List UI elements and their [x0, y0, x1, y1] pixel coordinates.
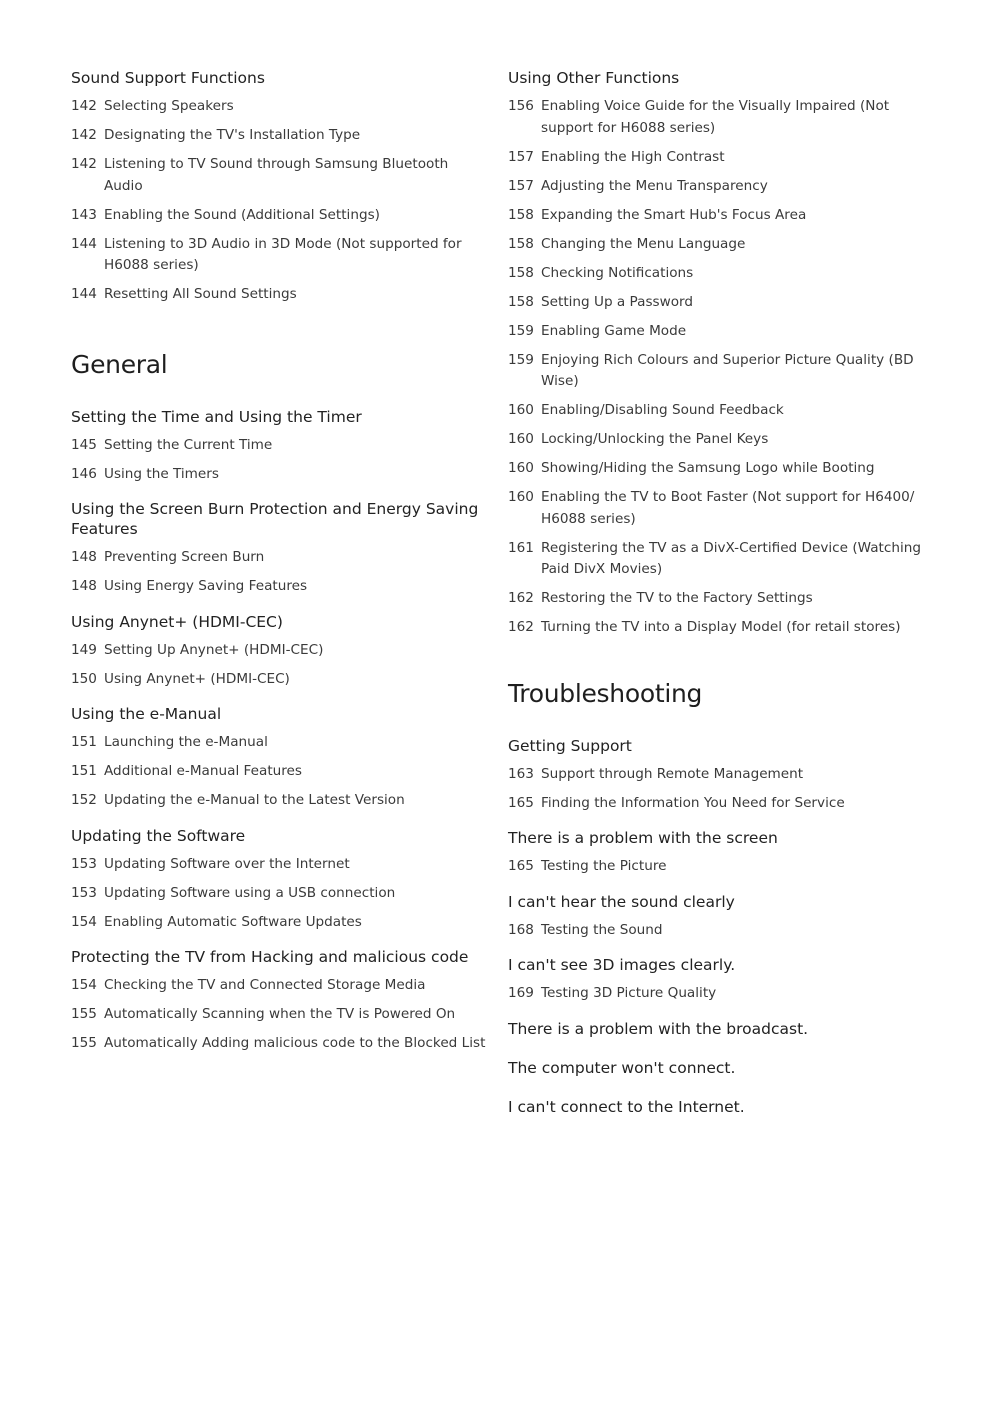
- toc-entry[interactable]: [508, 588, 926, 610]
- toc-section: [71, 407, 489, 486]
- left-pre-sections: [71, 68, 489, 306]
- page-number: 160: [508, 460, 534, 476]
- entry-title: Launching the e-Manual: [104, 734, 268, 750]
- entry-title: Updating Software using a USB connection: [104, 884, 396, 901]
- section-heading[interactable]: I can't see 3D images clearly.: [508, 956, 736, 974]
- entry-title: Listening to TV Sound through Samsung Bluetooth Audio: [104, 156, 449, 194]
- toc-entry[interactable]: [508, 764, 926, 786]
- entry-title: Resetting All Sound Settings: [104, 286, 297, 302]
- toc-entry[interactable]: [508, 400, 926, 422]
- toc-entry[interactable]: [71, 854, 489, 876]
- toc-entry[interactable]: [508, 617, 926, 639]
- entry-title: Enabling the TV to Boot Faster (Not support for H6400/ H6088 series): [541, 489, 915, 527]
- toc-entry[interactable]: [508, 920, 926, 942]
- entry-title: Enabling Game Mode: [541, 322, 687, 339]
- section-heading[interactable]: Using Other Functions: [508, 69, 680, 87]
- toc-section: [71, 826, 489, 934]
- toc-entry[interactable]: [508, 350, 926, 393]
- toc-entry[interactable]: [71, 547, 489, 569]
- section-heading[interactable]: Using the Screen Burn Protection and Energy Saving Features: [71, 500, 479, 538]
- entry-title: Checking the TV and Connected Storage Media: [104, 977, 426, 993]
- section-heading[interactable]: Using Anynet+ (HDMI-CEC): [71, 612, 283, 631]
- page-number: 162: [508, 619, 534, 635]
- toc-entry[interactable]: [71, 435, 489, 457]
- toc-section: [71, 612, 489, 691]
- toc-entry[interactable]: [508, 205, 926, 227]
- toc-entry[interactable]: [508, 487, 926, 530]
- page-number: 163: [508, 765, 534, 782]
- chapter-title-troubleshooting: Troubleshooting: [508, 678, 703, 708]
- page-number: 158: [508, 206, 534, 223]
- left-column: [71, 68, 489, 1069]
- section-heading[interactable]: Updating the Software: [71, 826, 246, 845]
- toc-entry[interactable]: [71, 154, 489, 197]
- entry-title: Enabling Voice Guide for the Visually Impaired (Not support for H6088 series): [541, 98, 890, 136]
- toc-section: [71, 704, 489, 812]
- right-lone-sections: [508, 1019, 926, 1117]
- toc-section: [71, 499, 489, 598]
- page-number: 158: [508, 235, 534, 252]
- page-number: 161: [508, 539, 534, 556]
- toc-entry[interactable]: [71, 912, 489, 934]
- section-heading[interactable]: I can't connect to the Internet.: [508, 1097, 745, 1116]
- toc-entry[interactable]: [71, 96, 489, 118]
- page-number: 154: [71, 977, 97, 993]
- toc-entry[interactable]: [71, 761, 489, 783]
- page-number: 159: [508, 351, 534, 368]
- entry-title: Turning the TV into a Display Model (for retail stores): [541, 619, 901, 635]
- toc-entry[interactable]: [508, 321, 926, 343]
- entry-title: Testing the Picture: [541, 858, 667, 874]
- page-number: 155: [71, 1035, 97, 1051]
- toc-entry[interactable]: [71, 1004, 489, 1026]
- toc-section: [508, 828, 926, 878]
- section-heading[interactable]: There is a problem with the broadcast.: [508, 1019, 809, 1038]
- page-number: 169: [508, 985, 534, 1001]
- entry-title: Registering the TV as a DivX-Certified Device (Watching Paid DivX Movies): [541, 539, 921, 577]
- entry-title: Testing the Sound: [541, 921, 663, 938]
- section-heading[interactable]: There is a problem with the screen: [508, 829, 778, 847]
- page-number: 160: [508, 489, 534, 505]
- toc-entry[interactable]: [508, 176, 926, 198]
- section-heading[interactable]: Getting Support: [508, 736, 632, 755]
- toc-entry[interactable]: [508, 983, 926, 1005]
- toc-entry[interactable]: [71, 669, 489, 691]
- page-number: 153: [71, 884, 97, 901]
- toc-entry[interactable]: [71, 975, 489, 997]
- page-number: 151: [71, 763, 97, 779]
- entry-title: Testing 3D Picture Quality: [541, 985, 717, 1001]
- entry-title: Enabling/Disabling Sound Feedback: [541, 402, 784, 418]
- entry-title: Enabling Automatic Software Updates: [104, 913, 362, 930]
- entry-title: Changing the Menu Language: [541, 235, 746, 252]
- page-number: 160: [508, 402, 534, 418]
- right-column: [508, 68, 926, 1136]
- page-number: 150: [71, 670, 97, 687]
- entry-title: Using Anynet+ (HDMI-CEC): [104, 670, 290, 687]
- entry-title: Listening to 3D Audio in 3D Mode (Not supported for H6088 series): [104, 235, 462, 273]
- toc-entry[interactable]: [71, 640, 489, 662]
- toc-entry[interactable]: [71, 205, 489, 227]
- page-number: 157: [508, 177, 534, 194]
- entry-title: Finding the Information You Need for Service: [541, 794, 845, 811]
- page-number: 165: [508, 858, 534, 874]
- entry-title: Preventing Screen Burn: [104, 549, 265, 565]
- entry-title: Using Energy Saving Features: [104, 578, 308, 594]
- entry-title: Automatically Scanning when the TV is Powered On: [104, 1006, 456, 1022]
- section-heading[interactable]: Sound Support Functions: [71, 69, 265, 87]
- toc-entry[interactable]: [508, 147, 926, 169]
- section-heading[interactable]: I can't hear the sound clearly: [508, 892, 735, 911]
- toc-section: [508, 892, 926, 942]
- toc-entry[interactable]: [71, 790, 489, 812]
- entry-title: Enabling the Sound (Additional Settings): [104, 206, 380, 223]
- section-heading[interactable]: Setting the Time and Using the Timer: [71, 407, 362, 426]
- toc-entry[interactable]: [508, 429, 926, 451]
- toc-entry[interactable]: [508, 234, 926, 256]
- toc-section: [508, 68, 926, 639]
- entry-title: Showing/Hiding the Samsung Logo while Booting: [541, 460, 875, 476]
- page-number: 158: [508, 293, 534, 310]
- toc-entry[interactable]: [71, 234, 489, 277]
- entry-title: Setting Up a Password: [541, 293, 694, 310]
- toc-entry[interactable]: [71, 732, 489, 754]
- toc-entry[interactable]: [508, 856, 926, 878]
- left-sections: [71, 407, 489, 1055]
- page-number: 156: [508, 98, 534, 114]
- page-number: 144: [71, 286, 97, 302]
- section-heading[interactable]: Protecting the TV from Hacking and malicious code: [71, 948, 469, 966]
- page-number: 154: [71, 913, 97, 930]
- toc-entry[interactable]: [508, 793, 926, 815]
- page-number: 145: [71, 436, 97, 453]
- entry-title: Additional e-Manual Features: [104, 763, 302, 779]
- entry-title: Automatically Adding malicious code to the Blocked List: [104, 1035, 486, 1051]
- entry-title: Updating Software over the Internet: [104, 855, 350, 872]
- toc-entry[interactable]: [71, 125, 489, 147]
- page-number: 143: [71, 206, 97, 223]
- page-number: 165: [508, 794, 534, 811]
- page-number: 148: [71, 549, 97, 565]
- entry-title: Selecting Speakers: [104, 98, 234, 114]
- entry-title: Checking Notifications: [541, 264, 694, 281]
- page-number: 142: [71, 127, 97, 143]
- entry-title: Using the Timers: [104, 465, 219, 482]
- page-number: 144: [71, 235, 97, 252]
- page-number: 155: [71, 1006, 97, 1022]
- page-number: 146: [71, 465, 97, 482]
- entry-title: Expanding the Smart Hub's Focus Area: [541, 206, 807, 223]
- page-number: 142: [71, 98, 97, 114]
- page-number: 157: [508, 148, 534, 165]
- entry-title: Locking/Unlocking the Panel Keys: [541, 431, 769, 447]
- toc-section: [508, 955, 926, 1005]
- page-number: 168: [508, 921, 534, 938]
- toc-entry[interactable]: [71, 1033, 489, 1055]
- page-number: 160: [508, 431, 534, 447]
- page-number: 153: [71, 855, 97, 872]
- toc-entry[interactable]: [508, 458, 926, 480]
- toc-entry[interactable]: [71, 464, 489, 486]
- toc-entry[interactable]: [508, 96, 926, 139]
- right-pre-sections: [508, 68, 926, 639]
- toc-entry[interactable]: [508, 263, 926, 285]
- toc-entry[interactable]: [508, 292, 926, 314]
- chapter-title-general: General: [71, 349, 168, 379]
- section-heading[interactable]: Using the e-Manual: [71, 705, 222, 723]
- entry-title: Setting Up Anynet+ (HDMI-CEC): [104, 641, 324, 658]
- page-number: 159: [508, 322, 534, 339]
- page-number: 152: [71, 792, 97, 808]
- page-number: 162: [508, 590, 534, 606]
- entry-title: Support through Remote Management: [541, 765, 804, 782]
- entry-title: Updating the e-Manual to the Latest Version: [104, 792, 405, 808]
- entry-title: Setting the Current Time: [104, 436, 273, 453]
- toc-entry[interactable]: [71, 883, 489, 905]
- page-number: 151: [71, 734, 97, 750]
- right-sections: [508, 736, 926, 1005]
- entry-title: Designating the TV's Installation Type: [104, 127, 361, 143]
- entry-title: Enabling the High Contrast: [541, 148, 725, 165]
- toc-entry[interactable]: [71, 284, 489, 306]
- section-heading[interactable]: The computer won't connect.: [508, 1058, 736, 1077]
- entry-title: Enjoying Rich Colours and Superior Picture Quality (BD Wise): [541, 351, 914, 389]
- toc-section: [71, 947, 489, 1055]
- page-number: 142: [71, 156, 97, 172]
- entry-title: Restoring the TV to the Factory Settings: [541, 590, 813, 606]
- entry-title: Adjusting the Menu Transparency: [541, 177, 768, 194]
- page-number: 158: [508, 264, 534, 281]
- toc-entry[interactable]: [508, 538, 926, 581]
- toc-section: [508, 736, 926, 815]
- toc-entry[interactable]: [71, 576, 489, 598]
- page-number: 149: [71, 641, 97, 658]
- toc-section: [71, 68, 489, 306]
- page-number: 148: [71, 578, 97, 594]
